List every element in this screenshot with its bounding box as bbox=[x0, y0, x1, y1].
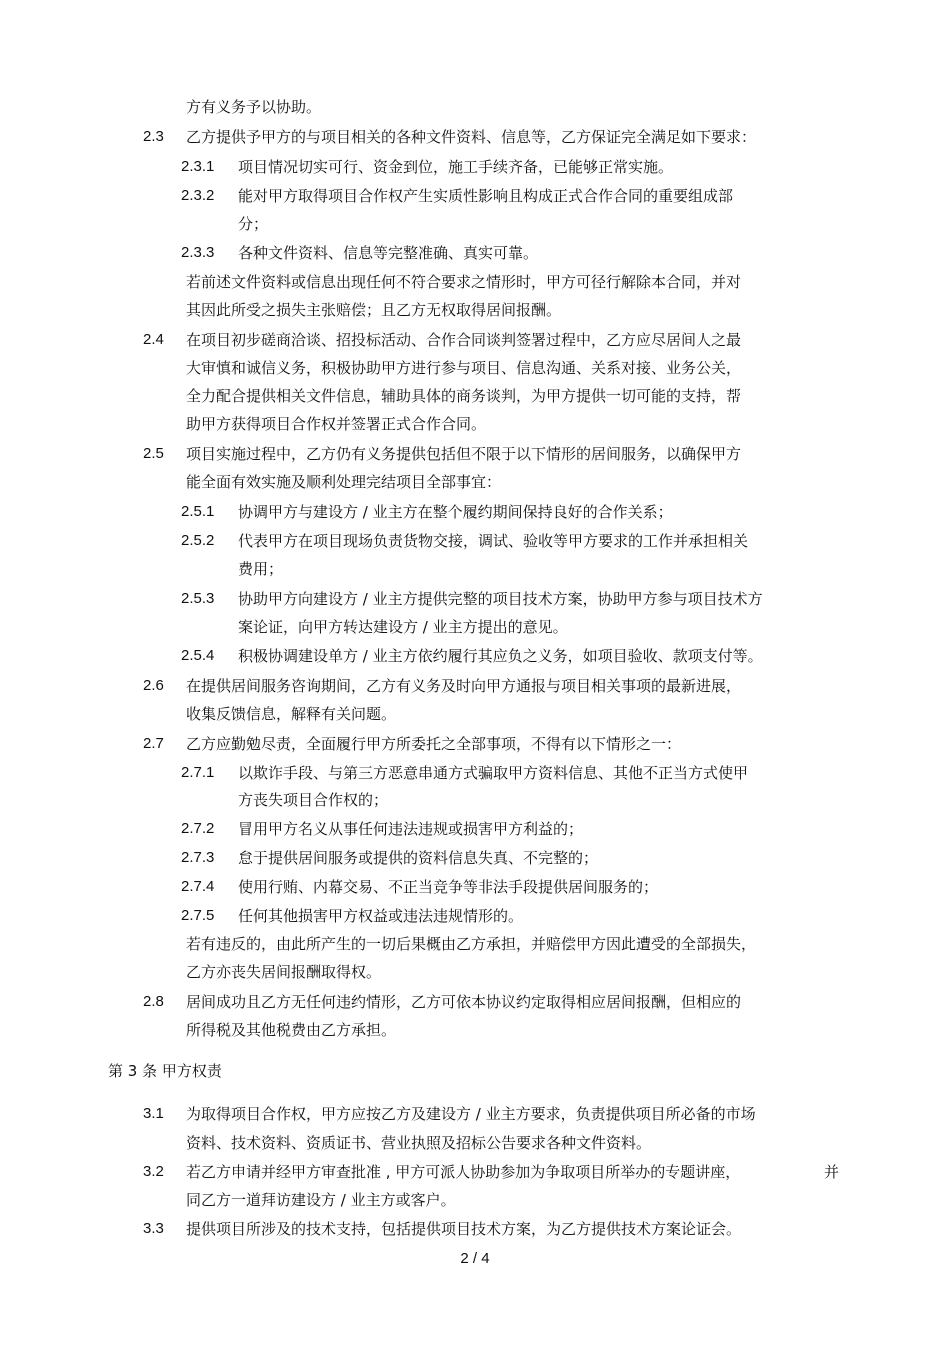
clause-number: 2.5 bbox=[143, 445, 164, 462]
clause-number: 2.7.5 bbox=[181, 907, 215, 924]
clause-number: 2.3 bbox=[143, 128, 164, 145]
clause-number: 2.3.1 bbox=[181, 158, 215, 175]
text-line: 资料、技术资料、资质证书、营业执照及招标公告要求各种文件资料。 bbox=[186, 1134, 652, 1152]
clause-number: 3.1 bbox=[143, 1105, 164, 1122]
text-line: 各种文件资料、信息等完整准确、真实可靠。 bbox=[238, 244, 539, 262]
clause-number: 2.7.3 bbox=[181, 849, 215, 866]
text-line: 方有义务予以协助。 bbox=[186, 98, 322, 116]
text-line: 大审慎和诚信义务，积极协助甲方进行参与项目、信息沟通、关系对接、业务公关， bbox=[186, 359, 742, 377]
text-line: 在提供居间服务咨询期间，乙方有义务及时向甲方通报与项目相关事项的最新进展， bbox=[186, 677, 742, 695]
text-line: 乙方应勤勉尽责，全面履行甲方所委托之全部事项，不得有以下情形之一： bbox=[186, 735, 682, 753]
text-line: 案论证，向甲方转达建设方 / 业主方提出的意见。 bbox=[238, 618, 568, 636]
clause-number: 2.5.2 bbox=[181, 532, 215, 549]
text-line: 全力配合提供相关文件信息，辅助具体的商务谈判，为甲方提供一切可能的支持，帮 bbox=[186, 387, 742, 405]
text-line: 使用行贿、内幕交易、不正当竞争等非法手段提供居间服务的； bbox=[238, 878, 659, 896]
clause-number: 2.6 bbox=[143, 677, 164, 694]
text-line: 能全面有效实施及顺利处理完结项目全部事宜： bbox=[186, 473, 502, 491]
clause-number: 2.3.2 bbox=[181, 187, 215, 204]
clause-number: 2.5.4 bbox=[181, 647, 215, 664]
text-line: 乙方提供予甲方的与项目相关的各种文件资料、信息等，乙方保证完全满足如下要求： bbox=[186, 128, 757, 146]
text-line: 项目情况切实可行、资金到位，施工手续齐备，已能够正常实施。 bbox=[238, 158, 674, 176]
text-line: 协助甲方向建设方 / 业主方提供完整的项目技术方案，协助甲方参与项目技术方 bbox=[238, 590, 763, 608]
text-line: 助甲方获得项目合作权并签署正式合作合同。 bbox=[186, 415, 487, 433]
text-line: 能对甲方取得项目合作权产生实质性影响且构成正式合作合同的重要组成部 bbox=[238, 187, 734, 205]
section-heading: 第 3 条 甲方权责 bbox=[108, 1062, 222, 1080]
text-line: 以欺诈手段、与第三方恶意串通方式骗取甲方资料信息、其他不正当方式使甲 bbox=[238, 764, 749, 782]
text-line: 协调甲方与建设方 / 业主方在整个履约期间保持良好的合作关系； bbox=[238, 503, 673, 521]
text-line: 并 bbox=[824, 1163, 840, 1181]
text-line: 居间成功且乙方无任何违约情形，乙方可依本协议约定取得相应居间报酬，但相应的 bbox=[186, 993, 742, 1011]
text-line: 代表甲方在项目现场负责货物交接，调试、验收等甲方要求的工作并承担相关 bbox=[238, 532, 749, 550]
text-line: 积极协调建设单方 / 业主方依约履行其应负之义务，如项目验收、款项支付等。 bbox=[238, 647, 763, 665]
text-line: 同乙方一道拜访建设方 / 业主方或客户。 bbox=[186, 1191, 456, 1209]
clause-number: 3.3 bbox=[143, 1220, 164, 1237]
clause-number: 2.7.4 bbox=[181, 878, 215, 895]
text-line: 若有违反的，由此所产生的一切后果概由乙方承担，并赔偿甲方因此遭受的全部损失， bbox=[186, 935, 757, 953]
clause-number: 2.7.1 bbox=[181, 764, 215, 781]
clause-number: 2.7 bbox=[143, 735, 164, 752]
text-line: 费用； bbox=[238, 560, 284, 578]
clause-number: 2.5.3 bbox=[181, 590, 215, 607]
text-line: 冒用甲方名义从事任何违法违规或损害甲方利益的； bbox=[238, 820, 584, 838]
clause-number: 2.5.1 bbox=[181, 503, 215, 520]
text-line: 任何其他损害甲方权益或违法违规情形的。 bbox=[238, 907, 524, 925]
clause-number: 2.7.2 bbox=[181, 820, 215, 837]
text-line: 方丧失项目合作权的； bbox=[238, 791, 389, 809]
text-line: 为取得项目合作权，甲方应按乙方及建设方 / 业主方要求，负责提供项目所必备的市场 bbox=[186, 1105, 756, 1123]
text-line: 若乙方申请并经甲方审查批准 , 甲方可派人协助参加为争取项目所举办的专题讲座， bbox=[186, 1163, 741, 1181]
text-line: 在项目初步磋商洽谈、招投标活动、合作合同谈判签署过程中，乙方应尽居间人之最 bbox=[186, 331, 742, 349]
text-line: 项目实施过程中，乙方仍有义务提供包括但不限于以下情形的居间服务，以确保甲方 bbox=[186, 445, 742, 463]
text-line: 收集反馈信息，解释有关问题。 bbox=[186, 705, 397, 723]
clause-number: 3.2 bbox=[143, 1163, 164, 1180]
text-line: 乙方亦丧失居间报酬取得权。 bbox=[186, 963, 382, 981]
text-line: 若前述文件资料或信息出现任何不符合要求之情形时，甲方可径行解除本合同，并对 bbox=[186, 273, 742, 291]
text-line: 其因此所受之损失主张赔偿；且乙方无权取得居间报酬。 bbox=[186, 301, 562, 319]
clause-number: 2.4 bbox=[143, 331, 164, 348]
text-line: 分； bbox=[238, 215, 269, 233]
text-line: 所得税及其他税费由乙方承担。 bbox=[186, 1021, 397, 1039]
page-number: 2 / 4 bbox=[460, 1250, 490, 1267]
clause-number: 2.3.3 bbox=[181, 244, 215, 261]
text-line: 提供项目所涉及的技术支持，包括提供项目技术方案，为乙方提供技术方案论证会。 bbox=[186, 1220, 742, 1238]
text-line: 怠于提供居间服务或提供的资料信息失真、不完整的； bbox=[238, 849, 599, 867]
clause-number: 2.8 bbox=[143, 993, 164, 1010]
